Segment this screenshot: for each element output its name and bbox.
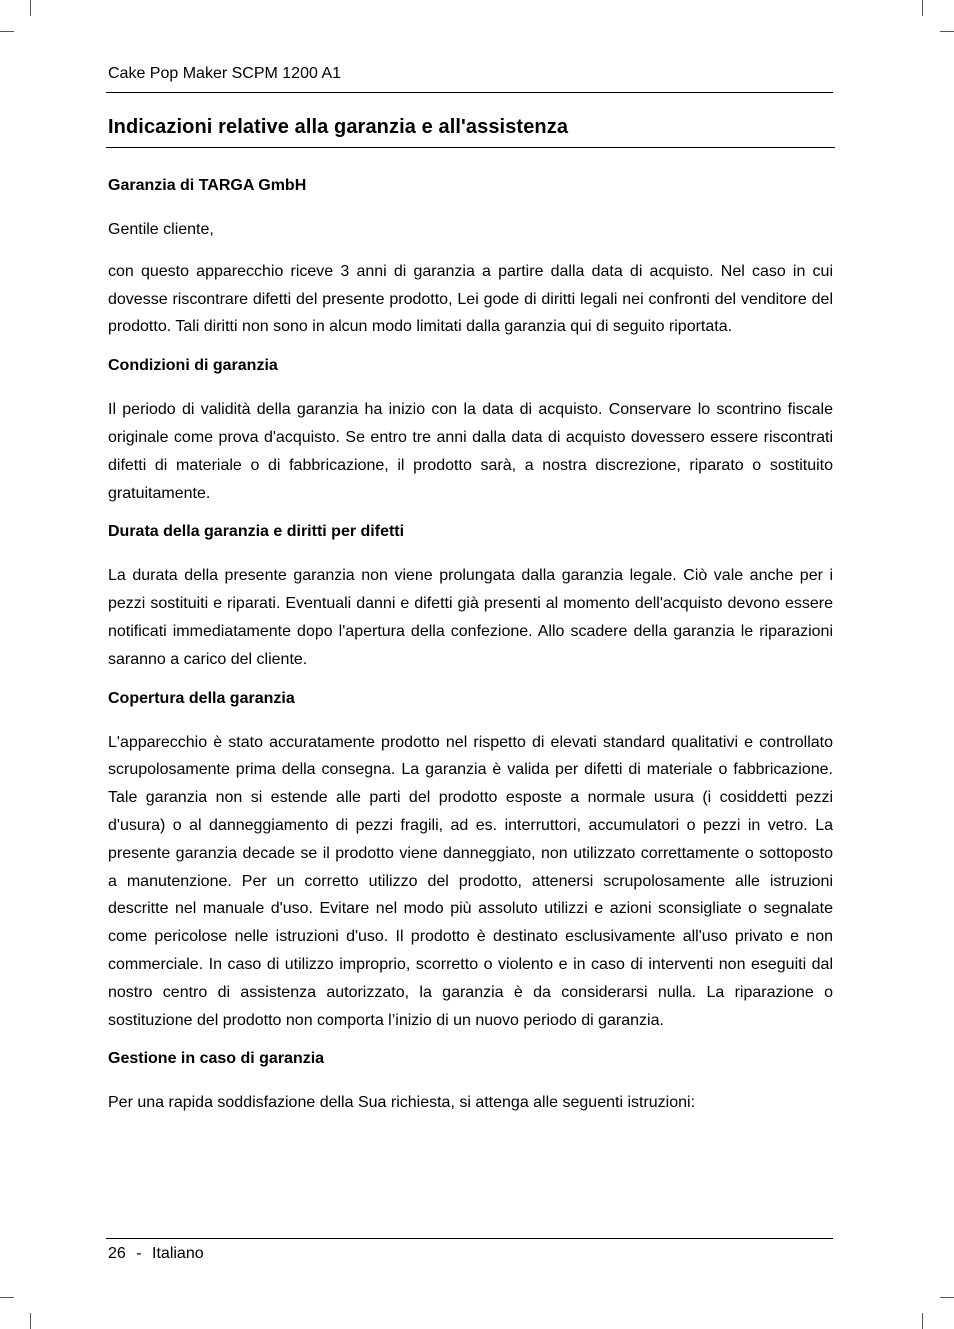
page-number: 26	[108, 1245, 126, 1262]
section-warranty-conditions	[108, 355, 833, 507]
page-title: Indicazioni relative alla garanzia e all'assistenza	[108, 116, 569, 138]
section-warranty-handling	[108, 1048, 833, 1117]
section-warranty-duration	[108, 521, 833, 673]
crop-mark	[30, 0, 31, 16]
section-heading: Gestione in caso di garanzia	[108, 1050, 325, 1068]
running-header: Cake Pop Maker SCPM 1200 A1	[108, 65, 342, 82]
footer-separator: -	[136, 1245, 142, 1262]
document-body	[108, 175, 833, 1131]
crop-mark	[922, 0, 923, 16]
section-warranty-coverage	[108, 688, 833, 1035]
body-paragraph: Il periodo di validità della garanzia ha inizio con la data di acquisto. Conservare lo scontrino fiscale originale come prova d'acquisto. Se entro tre anni dalla data di acquisto dovessero essere riscontrati difetti di materiale o di fabbricazione, il prodotto sarà, a nostra discrezione, riparato o sostituito gratuitamente.	[108, 401, 833, 502]
body-paragraph: con questo apparecchio riceve 3 anni di garanzia a partire dalla data di acquisto. Nel caso in cui dovesse riscontrare difetti del presente prodotto, Lei gode di diritti legali nei confronti del venditore del prodotto. Tali diritti non sono in alcun modo limitati dalla garanzia qui di seguito riportata.	[108, 262, 833, 336]
section-heading: Durata della garanzia e diritti per difetti	[108, 523, 405, 541]
body-paragraph: La durata della presente garanzia non viene prolungata dalla garanzia legale. Ciò vale anche per i pezzi sostituiti e riparati. Eventuali danni e difetti già presenti al momento dell'acquisto devono essere notificati immediatamente dopo l'apertura della confezione. Allo scadere della garanzia le riparazioni saranno a carico del cliente.	[108, 567, 833, 668]
section-heading: Condizioni di garanzia	[108, 357, 278, 375]
crop-mark	[0, 31, 14, 32]
section-heading: Garanzia di TARGA GmbH	[108, 177, 307, 194]
section-targa-warranty	[108, 175, 833, 341]
title-rule	[106, 147, 835, 148]
section-heading: Copertura della garanzia	[108, 689, 295, 707]
footer-language: Italiano	[152, 1245, 204, 1262]
page-footer	[108, 1243, 204, 1265]
footer-rule	[106, 1238, 833, 1239]
crop-mark	[922, 1313, 923, 1329]
body-paragraph: Per una rapida soddisfazione della Sua richiesta, si attenga alle seguenti istruzioni:	[108, 1094, 696, 1112]
crop-mark	[940, 31, 954, 32]
body-paragraph: L'apparecchio è stato accuratamente prodotto nel rispetto di elevati standard qualitativi e controllato scrupolosamente prima della consegna. La garanzia è valida per difetti di materiale o fabbricazione. Tale garanzia non si estende alle parti del prodotto esposte a normale usura (i cosiddetti pezzi d'usura) o al danneggiamento di pezzi fragili, ad es. interruttori, accumulatori o pezzi in vetro. La presente garanzia decade se il prodotto viene danneggiato, non utilizzato correttamente o sottoposto a manutenzione. Per un corretto utilizzo del prodotto, attenersi scrupolosamente alle istruzioni descritte nel manuale d'uso. Evitare nel modo più assoluto utilizzi e azioni sconsigliate o segnalate come pericolose nelle istruzioni d'uso. Il prodotto è destinato esclusivamente all'uso privato e non commerciale. In caso di utilizzo improprio, scorretto o violento e in caso di interventi non eseguiti dal nostro centro di assistenza autorizzato, la garanzia è da considerarsi nulla. La riparazione o sostituzione del prodotto non comporta l’inizio di un nuovo periodo di garanzia.	[108, 733, 833, 1029]
salutation: Gentile cliente,	[108, 221, 214, 238]
crop-mark	[0, 1297, 14, 1298]
crop-mark	[940, 1297, 954, 1298]
crop-mark	[30, 1313, 31, 1329]
header-rule	[106, 92, 833, 93]
